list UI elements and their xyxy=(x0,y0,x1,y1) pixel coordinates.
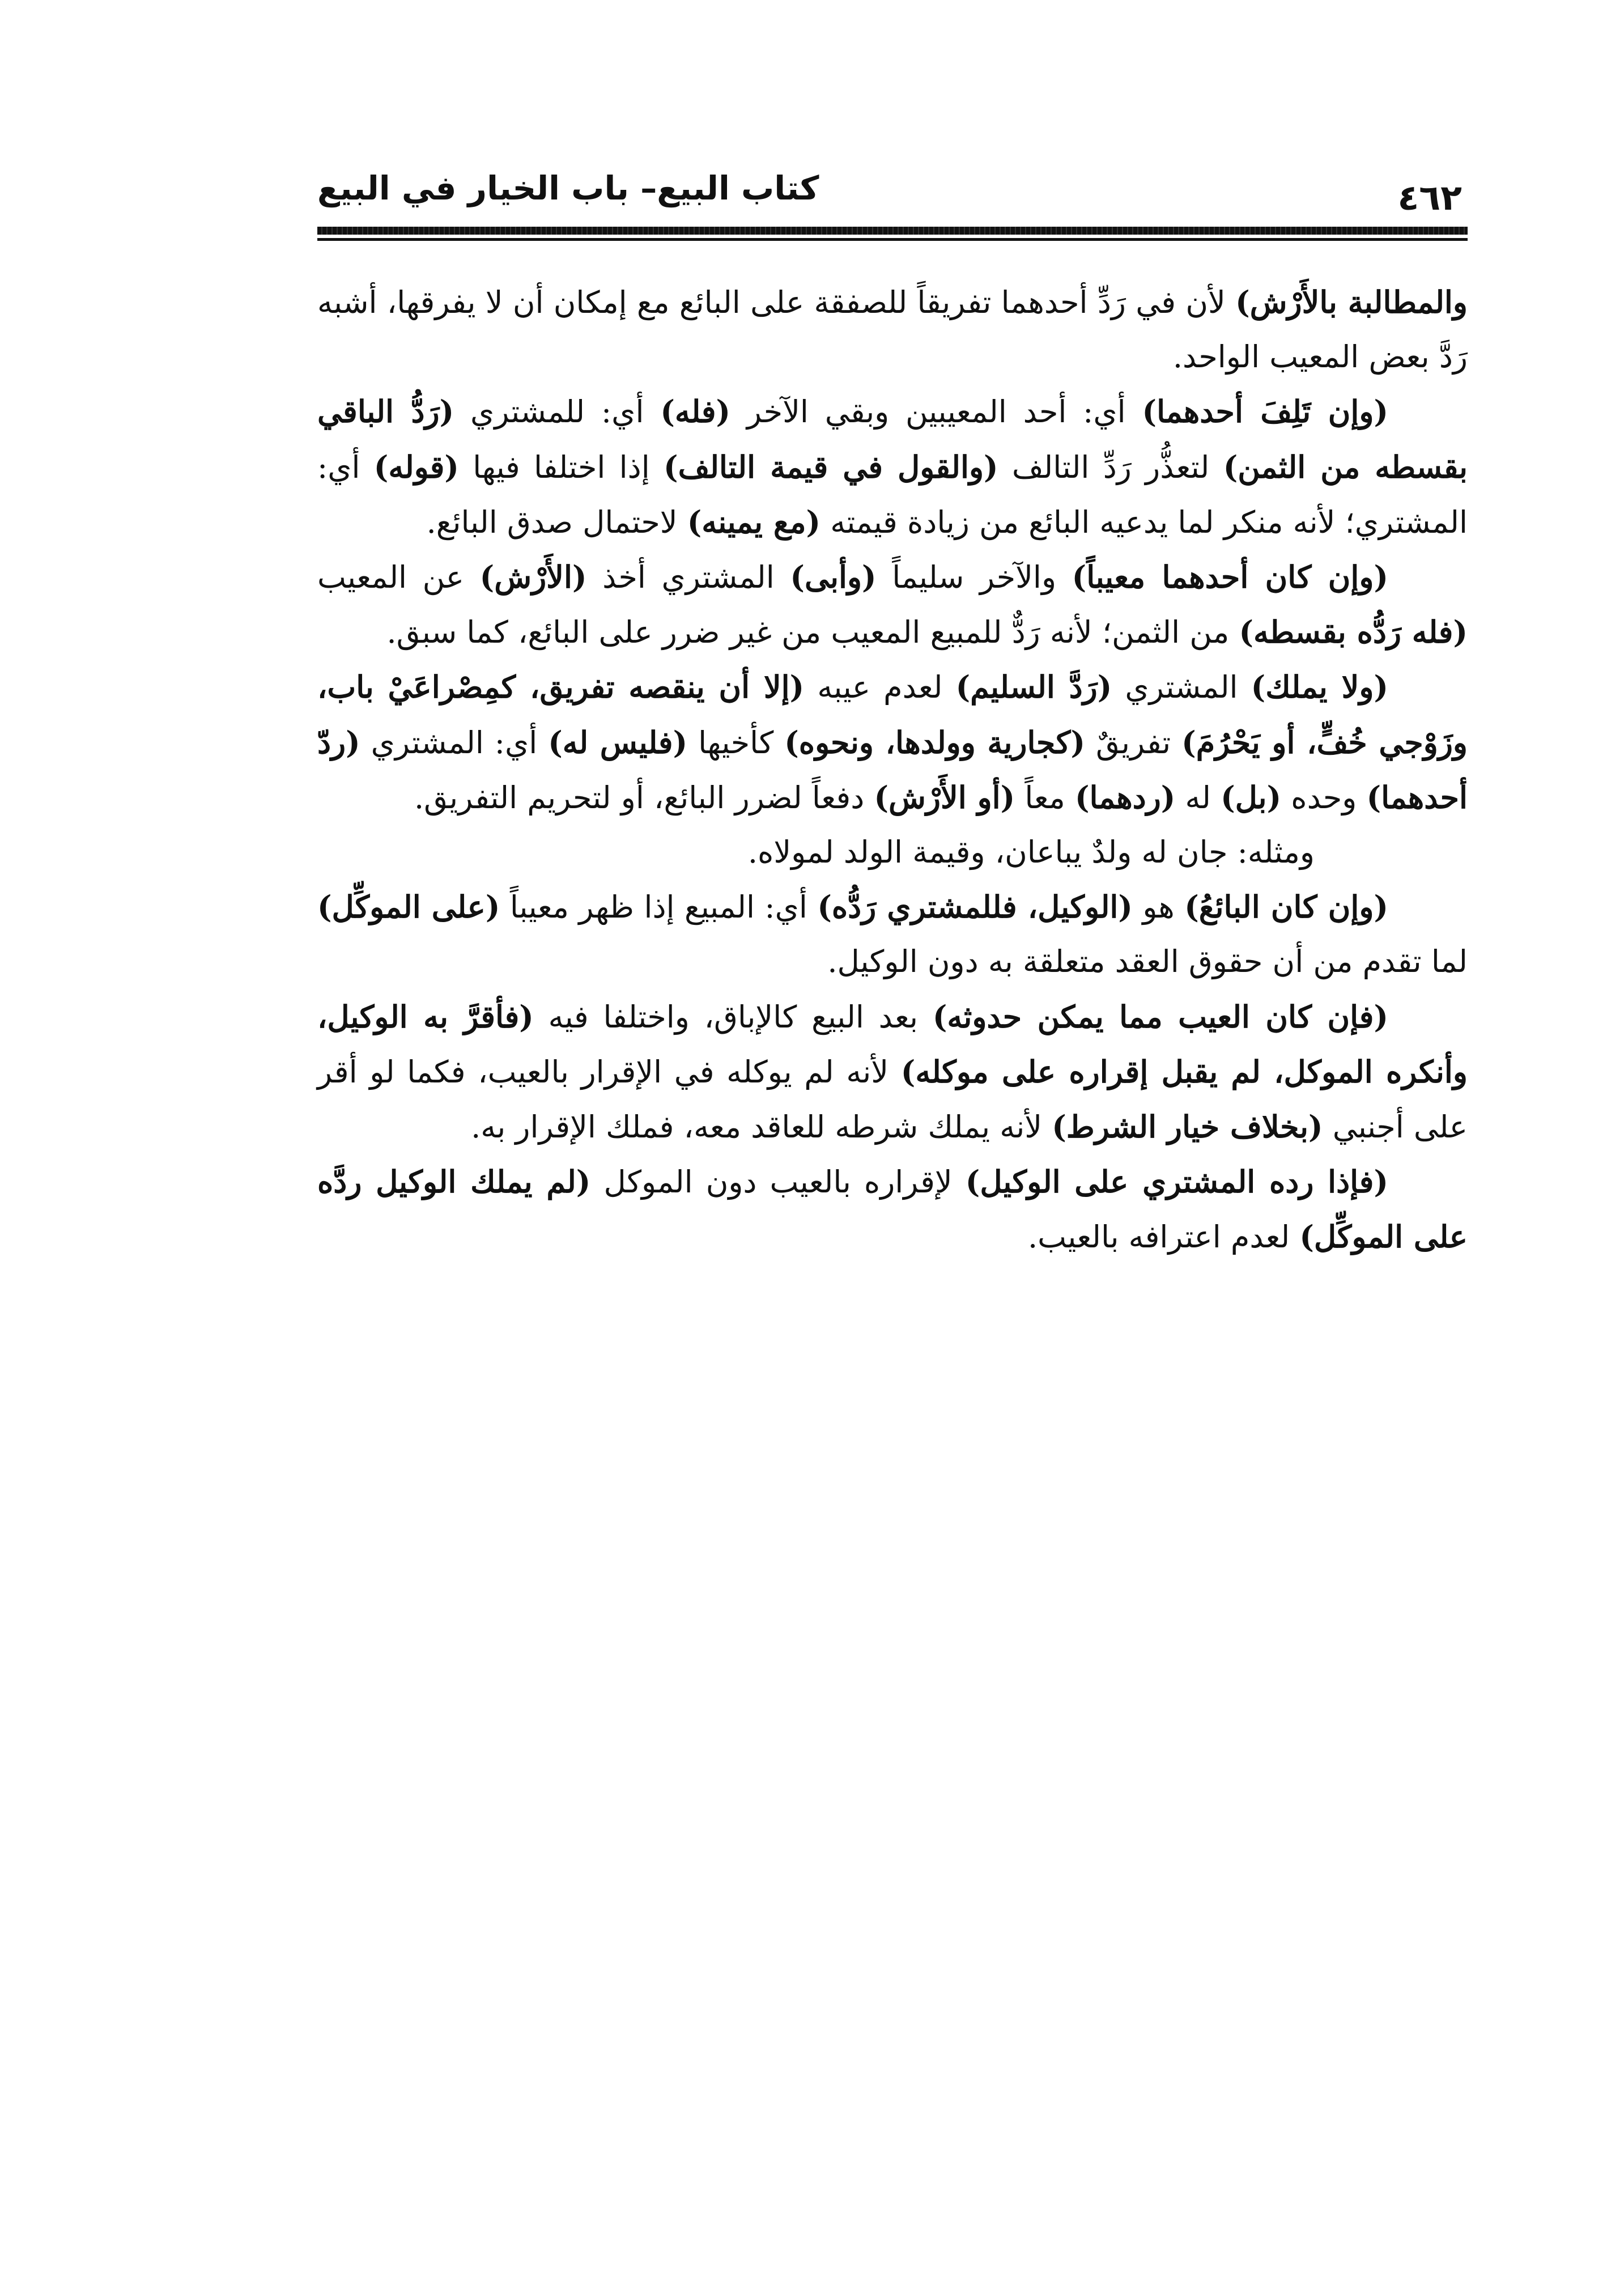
paragraph xyxy=(317,880,1468,989)
sharh-text: بعد البيع كالإباق، واختلفا فيه xyxy=(533,999,933,1035)
header-rule-thin xyxy=(317,238,1468,241)
matn-text: (الأَرْش) xyxy=(479,559,587,596)
matn-text: (وأبى) xyxy=(790,559,877,596)
sharh-text: لعدم عيبه xyxy=(804,669,956,706)
running-title: كتاب البيع– باب الخيار في البيع xyxy=(317,169,819,207)
header-rule-thick xyxy=(317,227,1468,235)
matn-text: (ولا يملك) xyxy=(1251,669,1388,706)
sharh-text: إذا اختلفا فيها xyxy=(458,449,664,485)
sharh-text: لعدم اعترافه بالعيب. xyxy=(1028,1219,1300,1255)
sharh-text: لتعذُّر رَدِّ التالف xyxy=(998,449,1223,485)
sharh-text: لما تقدم من أن حقوق العقد متعلقة به دون الوكيل. xyxy=(827,944,1468,980)
matn-text: (وإن كان أحدهما معيباً) xyxy=(1072,559,1389,596)
matn-text: (فأقرَّ به الوكيل، وأنكره الموكل، لم يقبل إقراره على موكله) xyxy=(317,998,1468,1090)
sharh-text: كأخيها xyxy=(687,724,785,761)
sharh-text: المشتري xyxy=(1112,669,1251,706)
sharh-text: من الثمن؛ لأنه رَدٌّ للمبيع المعيب من غير ضرر على البائع، كما سبق. xyxy=(386,614,1239,651)
matn-text: (فله رَدُّه بقسطه) xyxy=(1239,614,1468,651)
sharh-text: لأن في رَدِّ أحدهما تفريقاً للصفقة على البائع مع إمكان أن لا يفرقها، أشبه رَدَّ بعض المعيب الواحد. xyxy=(317,284,1468,375)
matn-text: (بخلاف خيار الشرط) xyxy=(1052,1109,1323,1145)
sharh-text: لإقراره بالعيب دون الموكل xyxy=(590,1164,966,1200)
paragraph xyxy=(317,660,1468,825)
matn-text: والمطالبة بالأَرْش) xyxy=(1235,284,1468,320)
sharh-text: تفريقٌ xyxy=(1085,724,1182,761)
matn-text: (مع يمينه) xyxy=(687,503,821,540)
matn-text: (الوكيل، فللمشتري رَدُّه) xyxy=(817,889,1133,925)
matn-text: (قوله) xyxy=(373,448,459,485)
matn-text: (كجارية وولدها، ونحوه) xyxy=(784,724,1086,761)
sharh-text: أي: المشتري xyxy=(360,724,549,761)
matn-text: (وإن تَلِفَ أحدهما) xyxy=(1142,393,1389,430)
matn-text: (فله) xyxy=(660,393,731,430)
matn-text: (أو الأَرْش) xyxy=(874,779,1015,816)
sharh-text: لأنه يملك شرطه للعاقد معه، فملك الإقرار به. xyxy=(471,1109,1052,1145)
sharh-text: وحده xyxy=(1281,779,1367,816)
matn-text: (والقول في قيمة التالف) xyxy=(664,448,998,485)
paragraph xyxy=(317,1154,1468,1264)
paragraph xyxy=(317,825,1468,880)
matn-text: (ردهما) xyxy=(1074,779,1176,816)
paragraph xyxy=(317,275,1468,384)
sharh-text: ومثله: جان له ولدٌ يباعان، وقيمة الولد لمولاه. xyxy=(747,834,1315,871)
sharh-text: له xyxy=(1175,779,1221,816)
matn-text: (فليس له) xyxy=(548,724,688,761)
sharh-text: والآخر سليماً xyxy=(876,559,1072,596)
sharh-text: أي: المبيع إذا ظهر معيباً xyxy=(500,889,818,925)
body-text xyxy=(317,275,1468,1265)
sharh-text: أي: للمشتري xyxy=(454,394,661,430)
page-number: ٤٦٢ xyxy=(1397,177,1462,218)
page-header xyxy=(317,153,1468,238)
sharh-text: هو xyxy=(1132,889,1185,925)
matn-text: (لم يملك الوكيل ردَّه على الموكِّل) xyxy=(317,1164,1468,1255)
matn-text: (وإن كان البائعُ) xyxy=(1184,889,1388,925)
sharh-text: لاحتمال صدق البائع. xyxy=(426,504,687,540)
paragraph xyxy=(317,990,1468,1155)
matn-text: (على الموكِّل) xyxy=(317,889,500,925)
matn-text: (رَدُّ الباقي بقسطه من الثمن) xyxy=(317,393,1468,485)
sharh-text: أي: أحد المعيبين وبقي الآخر xyxy=(730,394,1142,430)
sharh-text: معاً xyxy=(1015,779,1075,816)
matn-text: (إلا أن ينقصه تفريق، كمِصْراعَيْ باب، وزَوْجي خُفٍّ، أو يَحْرُمَ) xyxy=(317,669,1468,761)
sharh-text: المشتري أخذ xyxy=(586,559,790,596)
paragraph xyxy=(317,384,1468,550)
paragraph xyxy=(317,550,1468,660)
matn-text: (فإن كان العيب مما يمكن حدوثه) xyxy=(932,998,1389,1035)
matn-text: (ردّ أحدهما) xyxy=(317,724,1468,816)
matn-text: (فإذا رده المشتري على الوكيل) xyxy=(965,1164,1388,1200)
matn-text: (رَدَّ السليم) xyxy=(955,669,1112,706)
matn-text: (بل) xyxy=(1221,779,1282,816)
sharh-text: عن المعيب xyxy=(317,559,480,596)
sharh-text: أي: المشتري؛ لأنه منكر لما يدعيه البائع من زيادة قيمته xyxy=(317,449,1468,540)
sharh-text: لأنه لم يوكله في الإقرار بالعيب، فكما لو أقر على أجنبي xyxy=(317,1054,1468,1145)
sharh-text: دفعاً لضرر البائع، أو لتحريم التفريق. xyxy=(414,779,874,816)
